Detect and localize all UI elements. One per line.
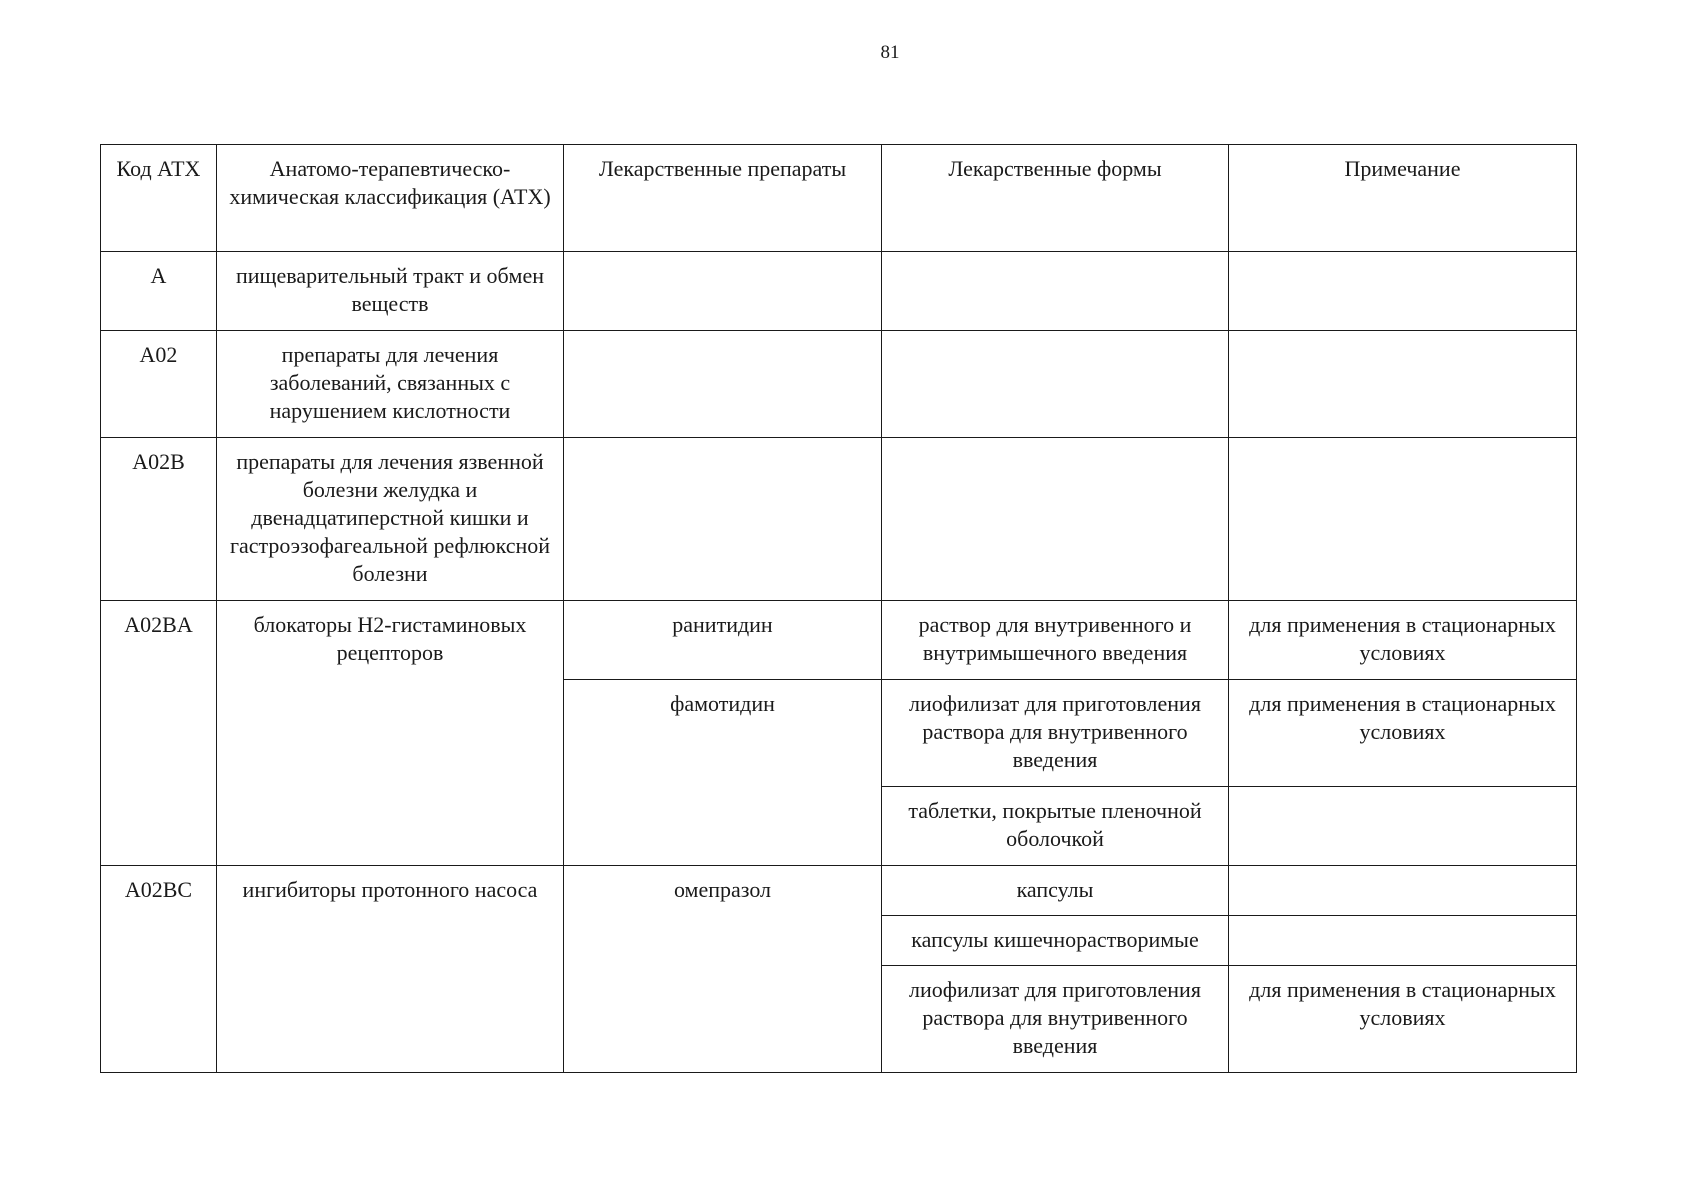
- table-row: [101, 438, 1577, 601]
- atc-code-cell: A02BC: [101, 866, 217, 1073]
- header-atc-code: Код АТХ: [101, 145, 217, 252]
- drug-cell: [564, 252, 882, 331]
- drug-cell: ранитидин: [564, 601, 882, 680]
- classification-cell: пищеварительный тракт и обмен веществ: [217, 252, 564, 331]
- table-row: [101, 252, 1577, 331]
- drug-cell: [564, 438, 882, 601]
- form-cell: [882, 438, 1229, 601]
- form-cell: [882, 252, 1229, 331]
- atc-code-cell: A02BA: [101, 601, 217, 866]
- drug-cell: омепразол: [564, 866, 882, 1073]
- note-cell: для применения в стационарных условиях: [1229, 966, 1577, 1073]
- page-number: 81: [880, 42, 900, 63]
- note-cell: [1229, 252, 1577, 331]
- form-cell: лиофилизат для приготовления раствора для внутривенного введения: [882, 966, 1229, 1073]
- note-cell: для применения в стационарных условиях: [1229, 601, 1577, 680]
- table-row: [101, 866, 1577, 916]
- classification-cell: препараты для лечения язвенной болезни желудка и двенадцатиперстной кишки и гастроэзофагеальной рефлюксной болезни: [217, 438, 564, 601]
- note-cell: [1229, 438, 1577, 601]
- classification-cell: ингибиторы протонного насоса: [217, 866, 564, 1073]
- form-cell: капсулы: [882, 866, 1229, 916]
- note-cell: [1229, 787, 1577, 866]
- note-cell: для применения в стационарных условиях: [1229, 680, 1577, 787]
- classification-cell: препараты для лечения заболеваний, связанных с нарушением кислотности: [217, 331, 564, 438]
- classification-cell: блокаторы H2-гистаминовых рецепторов: [217, 601, 564, 866]
- header-drugs: Лекарственные препараты: [564, 145, 882, 252]
- table-row: [101, 601, 1577, 680]
- drug-cell: фамотидин: [564, 680, 882, 866]
- form-cell: [882, 331, 1229, 438]
- note-cell: [1229, 331, 1577, 438]
- form-cell: лиофилизат для приготовления раствора для внутривенного введения: [882, 680, 1229, 787]
- table-row: [101, 331, 1577, 438]
- header-row: [101, 145, 1577, 252]
- note-cell: [1229, 866, 1577, 916]
- header-forms: Лекарственные формы: [882, 145, 1229, 252]
- atc-code-cell: A02: [101, 331, 217, 438]
- drug-cell: [564, 331, 882, 438]
- form-cell: раствор для внутривенного и внутримышечного введения: [882, 601, 1229, 680]
- drug-table: [100, 144, 1577, 1073]
- header-note: Примечание: [1229, 145, 1577, 252]
- header-classification: Анатомо-терапевтическо-химическая классификация (АТХ): [217, 145, 564, 252]
- atc-code-cell: A: [101, 252, 217, 331]
- form-cell: капсулы кишечнорастворимые: [882, 916, 1229, 966]
- note-cell: [1229, 916, 1577, 966]
- atc-code-cell: A02B: [101, 438, 217, 601]
- form-cell: таблетки, покрытые пленочной оболочкой: [882, 787, 1229, 866]
